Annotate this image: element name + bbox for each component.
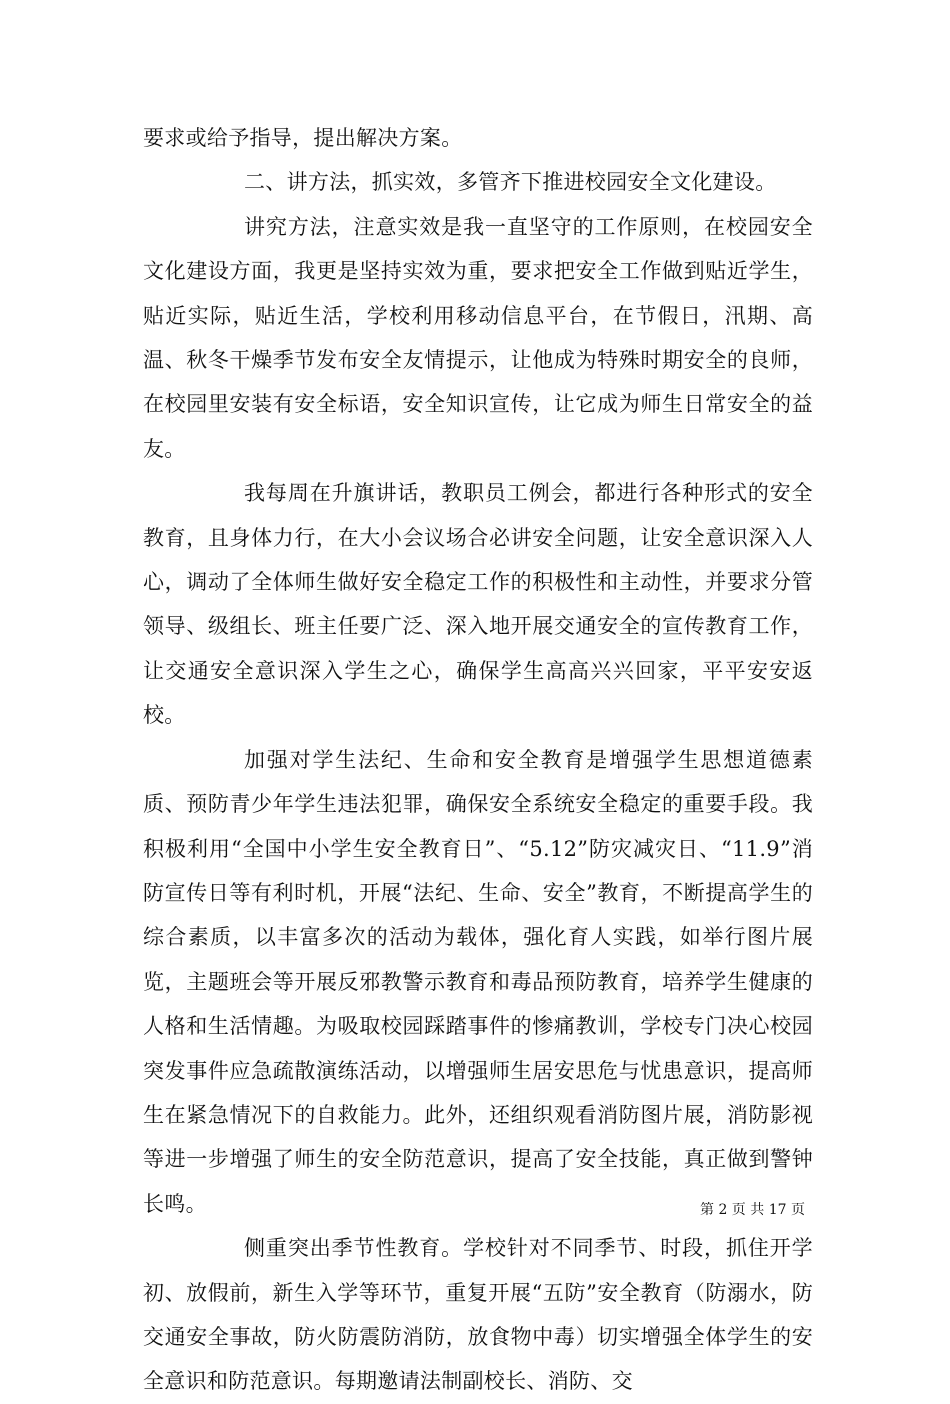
paragraph: 讲究方法，注意实效是我一直坚守的工作原则，在校园安全文化建设方面，我更是坚持实效为重，要求把安全工作做到贴近学生，贴近实际，贴近生活，学校利用移动信息平台，在节假日，汛期、高温、秋冬干燥季节发布安全友情提示，让他成为特殊时期安全的良师，在校园里安装有安全标语，安全知识宣传，让它成为师生日常安全的益友。 xyxy=(143,214,813,461)
paragraph: 侧重突出季节性教育。学校针对不同季节、时段，抓住开学初、放假前，新生入学等环节，重复开展“五防”安全教育（防溺水，防交通安全事故，防火防震防消防，放食物中毒）切实增强全体学生的安全意识和防范意识。每期邀请法制副校长、消防、交 xyxy=(143,1236,813,1394)
section-heading: 二、讲方法，抓实效，多管齐下推进校园安全文化建设。 xyxy=(244,170,777,195)
paragraph-continuation: 要求或给予指导，提出解决方案。 xyxy=(143,126,463,150)
page-number-footer: 第 2 页 共 17 页 xyxy=(700,1202,805,1218)
paragraph: 加强对学生法纪、生命和安全教育是增强学生思想道德素质、预防青少年学生违法犯罪，确保安全系统安全稳定的重要手段。我积极利用“全国中小学生安全教育日”、“5.12”防灾减灾日、“11.9”消防宣传日等有利时机，开展“法纪、生命、安全”教育，不断提高学生的综合素质，以丰富多次的活动为载体，强化育人实践，如举行图片展览，主题班会等开展反邪教警示教育和毒品预防教育，培养学生健康的人格和生活情趣。为吸取校园踩踏事件的惨痛教训，学校专门决心校园突发事件应急疏散演练活动，以增强师生居安思危与忧患意识，提高师生在紧急情况下的自救能力。此外，还组织观看消防图片展，消防影视等进一步增强了师生的安全防范意识，提高了安全技能，真正做到警钟长鸣。 xyxy=(143,747,813,1216)
paragraph: 我每周在升旗讲话，教职员工例会，都进行各种形式的安全教育，且身体力行，在大小会议场合必讲安全问题，让安全意识深入人心，调动了全体师生做好安全稳定工作的积极性和主动性，并要求分管领导、级组长、班主任要广泛、深入地开展交通安全的宣传教育工作，让交通安全意识深入学生之心，确保学生高高兴兴回家，平平安安返校。 xyxy=(143,481,813,728)
